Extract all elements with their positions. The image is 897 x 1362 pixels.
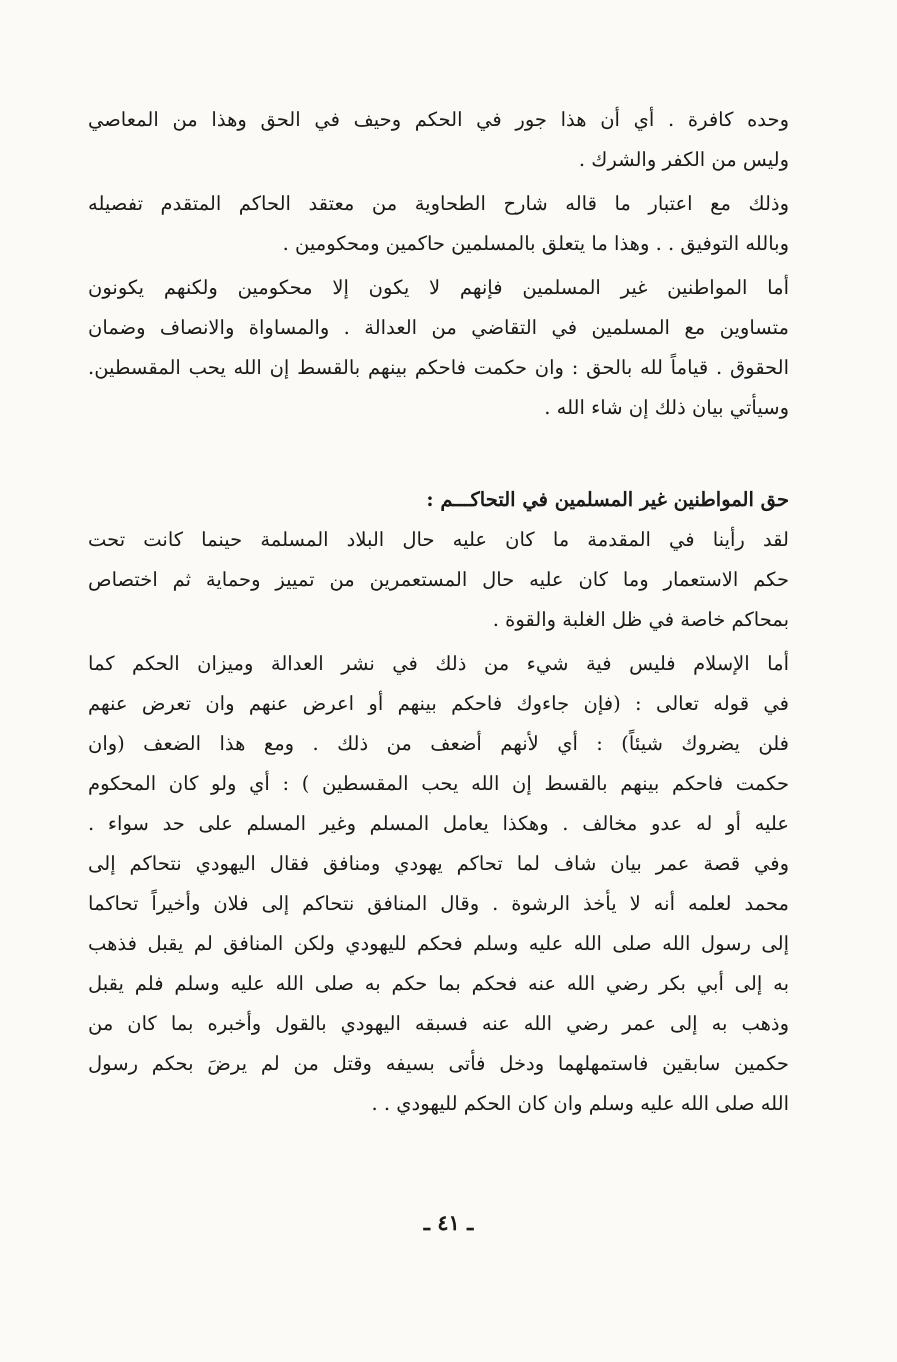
text-line: عليه أو له عدو مخالف . وهكذا يعامل المسلم وغير المسلم على حد سواء . [88,812,789,835]
text-line: وذهب به إلى عمر رضي الله عنه فسبقه اليهودي بالقول وأخبره بما كان من [88,1012,789,1035]
text-line: في قوله تعالى : (فإن جاءوك فاحكم بينهم أو اعرض عنهم وان تعرض عنهم [88,692,789,715]
paragraph [88,184,789,264]
text-line: متساوين مع المسلمين في التقاضي من العدالة . والمساواة والانصاف وضمان [88,316,789,339]
paragraph [88,268,789,428]
page-text [88,100,789,1124]
text-line: بمحاكم خاصة في ظل الغلبة والقوة . [492,608,789,631]
text-line: وسيأتي بيان ذلك إن شاء الله . [544,396,789,419]
text-line: حكمت فاحكم بينهم بالقسط إن الله يحب المقسطين ) : أي ولو كان المحكوم [88,772,789,795]
text-line: إلى رسول الله صلى الله عليه وسلم فحكم لليهودي ولكن المنافق لم يقبل فذهب [88,932,789,955]
paragraph [88,644,789,1124]
text-line: حكمين سابقين فاستمهلهما ودخل فأتى بسيفه وقتل من لم يرضَ بحكم رسول [88,1052,789,1075]
text-line: وذلك مع اعتبار ما قاله شارح الطحاوية من معتقد الحاكم المتقدم تفصيله [88,192,789,215]
text-line: الحقوق . قياماً لله بالحق : وان حكمت فاحكم بينهم بالقسط إن الله يحب المقسطين. [88,356,789,379]
heading-text: حق المواطنين غير المسلمين في التحاكـــم : [426,488,789,511]
text-line: وبالله التوفيق . . وهذا ما يتعلق بالمسلمين حاكمين ومحكومين . [282,232,789,255]
paragraph [88,520,789,640]
page-number: ـ ٤١ ـ [423,1210,474,1235]
text-line: فلن يضروك شيئاً) : أي لأنهم أضعف من ذلك . ومع هذا الضعف (وان [88,732,789,755]
text-line: الله صلى الله عليه وسلم وان كان الحكم لليهودي . . [371,1092,789,1115]
text-line: لقد رأينا في المقدمة ما كان عليه حال البلاد المسلمة حينما كانت تحت [88,528,789,551]
text-line: أما المواطنين غير المسلمين فإنهم لا يكون إلا محكومين ولكنهم يكونون [88,276,789,299]
text-line: حكم الاستعمار وما كان عليه حال المستعمرين من تمييز وحماية ثم اختصاص [88,568,789,591]
text-line: وليس من الكفر والشرك . [578,148,789,171]
text-line: وفي قصة عمر بيان شاف لما تحاكم يهودي ومنافق فقال اليهودي نتحاكم إلى [88,852,789,875]
paragraph [88,100,789,180]
paragraphs-before-heading [88,100,789,428]
text-line: محمد لعلمه أنه لا يأخذ الرشوة . وقال المنافق نتحاكم إلى فلان وأخيراً تحاكما [88,892,789,915]
text-line: وحده كافرة . أي أن هذا جور في الحكم وحيف في الحق وهذا من المعاصي [88,108,789,131]
section-heading [88,480,789,520]
paragraphs-after-heading [88,520,789,1124]
text-line: به إلى أبي بكر رضي الله عنه فحكم بما حكم به صلى الله عليه وسلم فلم يقبل [88,972,789,995]
text-line: أما الإسلام فليس فية شيء من ذلك في نشر العدالة وميزان الحكم كما [88,652,789,675]
